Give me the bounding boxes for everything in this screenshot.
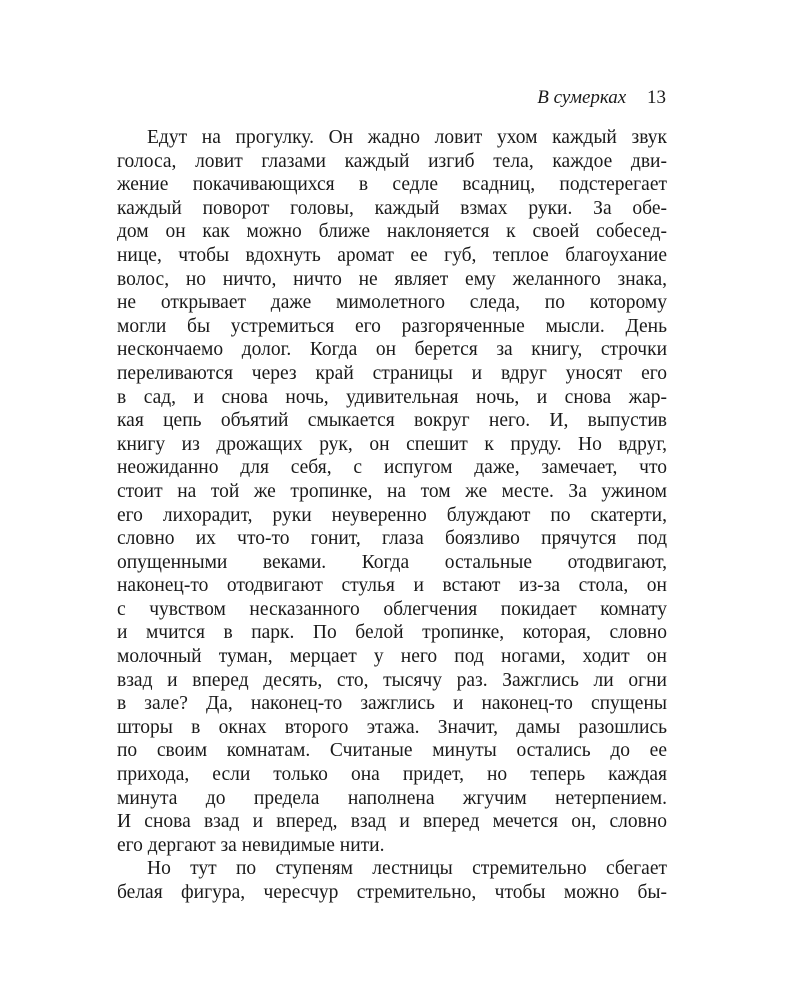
text-line: стоит на той же тропинке, на том же месте. За ужином	[117, 480, 667, 502]
text-line: в зале? Да, наконец-то зажглись и наконец-то спущены	[117, 693, 667, 715]
text-line: каждый поворот головы, каждый взмах руки. За обе-	[117, 197, 667, 219]
text-line: неожиданно для себя, с испугом даже, замечает, что	[117, 457, 667, 479]
running-head	[537, 86, 666, 110]
text-line: его лихорадит, руки неуверенно блуждают по скатерти,	[117, 504, 667, 526]
body-text	[117, 126, 667, 905]
text-line: могли бы устремиться его разгоряченные мысли. День	[117, 315, 667, 337]
running-head-title: В сумерках	[537, 87, 627, 108]
text-line: шторы в окнах второго этажа. Значит, дамы разошлись	[117, 716, 667, 738]
paragraph	[117, 126, 667, 857]
text-line: переливаются через край страницы и вдруг уносят его	[117, 362, 667, 384]
text-line: в сад, и снова ночь, удивительная ночь, и снова жар-	[117, 386, 667, 408]
text-line: голоса, ловит глазами каждый изгиб тела, каждое дви-	[117, 150, 667, 172]
text-line: взад и вперед десять, сто, тысячу раз. Зажглись ли огни	[117, 669, 667, 691]
text-line: белая фигура, чересчур стремительно, чтобы можно бы-	[117, 882, 667, 903]
text-line: его дергают за невидимые нити.	[117, 834, 385, 856]
text-line: жение покачивающихся в седле всадниц, подстерегает	[117, 174, 667, 196]
text-line: с чувством несказанного облегчения покидает комнату	[117, 598, 667, 620]
text-line: книгу из дрожащих рук, он спешит к пруду. Но вдруг,	[117, 433, 667, 455]
text-line: дом он как можно ближе наклоняется к своей собесед-	[117, 221, 667, 243]
paragraph	[117, 857, 667, 904]
text-line: Едут на прогулку. Он жадно ловит ухом каждый звук	[147, 127, 667, 148]
text-line: наконец-то отодвигают стулья и встают из-за стола, он	[117, 575, 667, 597]
text-line: нице, чтобы вдохнуть аромат ее губ, теплое благоухание	[117, 244, 667, 266]
text-line: Но тут по ступеням лестницы стремительно сбегает	[147, 858, 667, 880]
page-number: 13	[647, 87, 666, 108]
text-line: нескончаемо долог. Когда он берется за книгу, строчки	[117, 339, 667, 361]
text-line: прихода, если только она придет, но теперь каждая	[117, 764, 667, 786]
text-line: и мчится в парк. По белой тропинке, которая, словно	[117, 622, 667, 644]
text-line: минута до предела наполнена жгучим нетерпением.	[117, 787, 667, 809]
text-line: не открывает даже мимолетного следа, по которому	[117, 292, 667, 314]
text-line: словно их что-то гонит, глаза боязливо прячутся под	[117, 528, 667, 550]
text-line: кая цепь объятий смыкается вокруг него. И, выпустив	[117, 410, 667, 432]
text-line: молочный туман, мерцает у него под ногами, ходит он	[117, 646, 667, 668]
text-line: опущенными веками. Когда остальные отодвигают,	[117, 551, 667, 573]
text-line: по своим комнатам. Считаные минуты остались до ее	[117, 740, 667, 762]
text-line: И снова взад и вперед, взад и вперед мечется он, словно	[117, 811, 667, 833]
text-line: волос, но ничто, ничто не являет ему желанного знака,	[117, 268, 667, 290]
